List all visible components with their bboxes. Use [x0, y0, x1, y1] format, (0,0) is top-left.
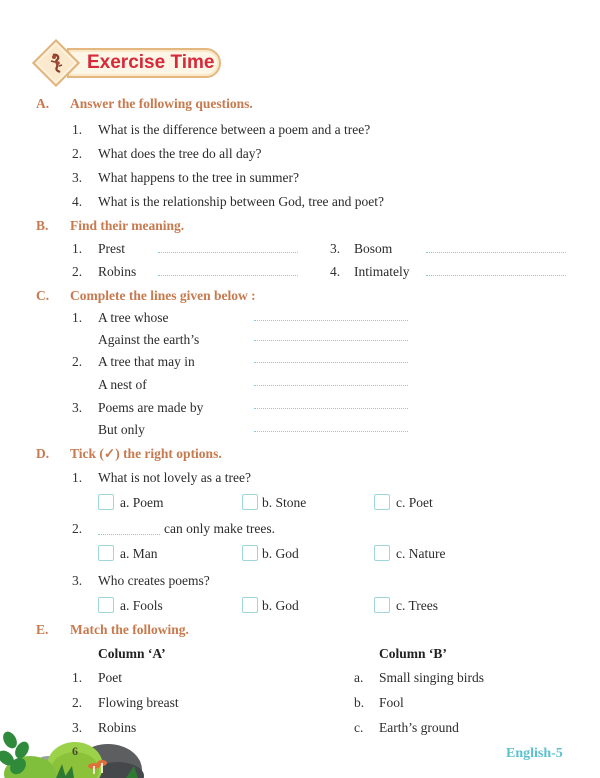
section-c-title: Complete the lines given below :	[70, 288, 256, 303]
section-b-letter: B.	[36, 218, 49, 233]
question-number: 4.	[72, 194, 83, 209]
column-a-item: Robins	[98, 720, 137, 735]
question-text: What does the tree do all day?	[98, 146, 262, 161]
answer-blank[interactable]	[158, 252, 298, 253]
line-text: A nest of	[98, 377, 147, 392]
option-checkbox[interactable]	[242, 545, 258, 561]
answer-blank[interactable]	[254, 385, 408, 386]
section-e-letter: E.	[36, 622, 49, 637]
question-text: Who creates poems?	[98, 573, 210, 588]
question-number: 2.	[72, 146, 83, 161]
option-checkbox[interactable]	[242, 597, 258, 613]
line-number: 2.	[72, 354, 83, 369]
word-number: 3.	[330, 241, 341, 256]
option-checkbox[interactable]	[242, 494, 258, 510]
option-label: b. God	[262, 546, 299, 561]
exercise-time-banner	[35, 40, 225, 86]
question-number: 3.	[72, 170, 83, 185]
column-b-letter: b.	[354, 695, 365, 710]
answer-blank[interactable]	[158, 275, 298, 276]
section-d-title: Tick (✓) the right options.	[70, 446, 222, 461]
option-label: a. Man	[120, 546, 158, 561]
page-number: 6	[72, 744, 78, 758]
question-text: What is the relationship between God, tree and poet?	[98, 194, 385, 209]
mushroom-stem	[101, 763, 103, 773]
column-a-number: 1.	[72, 670, 83, 685]
question-text: can only make trees.	[164, 521, 275, 536]
word-number: 1.	[72, 241, 83, 256]
option-checkbox[interactable]	[98, 545, 114, 561]
word-text: Intimately	[354, 264, 410, 279]
decorative-emblem-icon	[45, 52, 67, 74]
section-c-letter: C.	[36, 288, 50, 303]
question-text: What is the difference between a poem and a tree?	[98, 122, 371, 137]
word-text: Prest	[98, 241, 125, 256]
column-b-header: Column ‘B’	[379, 646, 447, 661]
question-number: 2.	[72, 521, 83, 536]
word-text: Robins	[98, 264, 137, 279]
option-label: c. Trees	[396, 598, 439, 613]
column-b-letter: c.	[354, 720, 364, 735]
column-b-item: Small singing birds	[379, 670, 485, 685]
question-number: 1.	[72, 122, 83, 137]
line-text: A tree that may in	[98, 354, 195, 369]
answer-blank[interactable]	[254, 408, 408, 409]
answer-blank[interactable]	[254, 320, 408, 321]
option-checkbox[interactable]	[98, 597, 114, 613]
option-label: b. Stone	[262, 495, 307, 510]
line-text: A tree whose	[98, 310, 169, 325]
line-number: 3.	[72, 400, 83, 415]
option-label: c. Poet	[396, 495, 433, 510]
answer-blank[interactable]	[426, 275, 566, 276]
option-label: c. Nature	[396, 546, 446, 561]
question-text: What is not lovely as a tree?	[98, 470, 251, 485]
option-label: a. Poem	[120, 495, 164, 510]
column-a-item: Poet	[98, 670, 123, 685]
column-b-letter: a.	[354, 670, 364, 685]
column-a-item: Flowing breast	[98, 695, 179, 710]
section-a-letter: A.	[36, 96, 50, 111]
option-checkbox[interactable]	[374, 494, 390, 510]
answer-blank[interactable]	[98, 534, 160, 535]
line-number: 1.	[72, 310, 83, 325]
mushroom-stem	[93, 766, 95, 774]
line-text: But only	[98, 422, 145, 437]
option-checkbox[interactable]	[374, 545, 390, 561]
column-a-number: 2.	[72, 695, 83, 710]
answer-blank[interactable]	[426, 252, 566, 253]
question-number: 3.	[72, 573, 83, 588]
section-a-title: Answer the following questions.	[70, 96, 253, 111]
column-b-item: Fool	[379, 695, 404, 710]
answer-blank[interactable]	[254, 362, 408, 363]
section-d-letter: D.	[36, 446, 50, 461]
column-a-number: 3.	[72, 720, 83, 735]
word-number: 4.	[330, 264, 341, 279]
column-a-header: Column ‘A’	[98, 646, 166, 661]
question-text: What happens to the tree in summer?	[98, 170, 299, 185]
option-checkbox[interactable]	[374, 597, 390, 613]
option-checkbox[interactable]	[98, 494, 114, 510]
column-b-item: Earth’s ground	[379, 720, 459, 735]
option-label: b. God	[262, 598, 299, 613]
book-title: English-5	[506, 746, 563, 761]
answer-blank[interactable]	[254, 340, 408, 341]
section-b-title: Find their meaning.	[70, 218, 185, 233]
page-title: Exercise Time	[87, 52, 215, 73]
answer-blank[interactable]	[254, 431, 408, 432]
line-text: Against the earth’s	[98, 332, 200, 347]
question-number: 1.	[72, 470, 83, 485]
option-label: a. Fools	[120, 598, 163, 613]
word-number: 2.	[72, 264, 83, 279]
line-text: Poems are made by	[98, 400, 204, 415]
section-e-title: Match the following.	[70, 622, 189, 637]
word-text: Bosom	[354, 241, 393, 256]
